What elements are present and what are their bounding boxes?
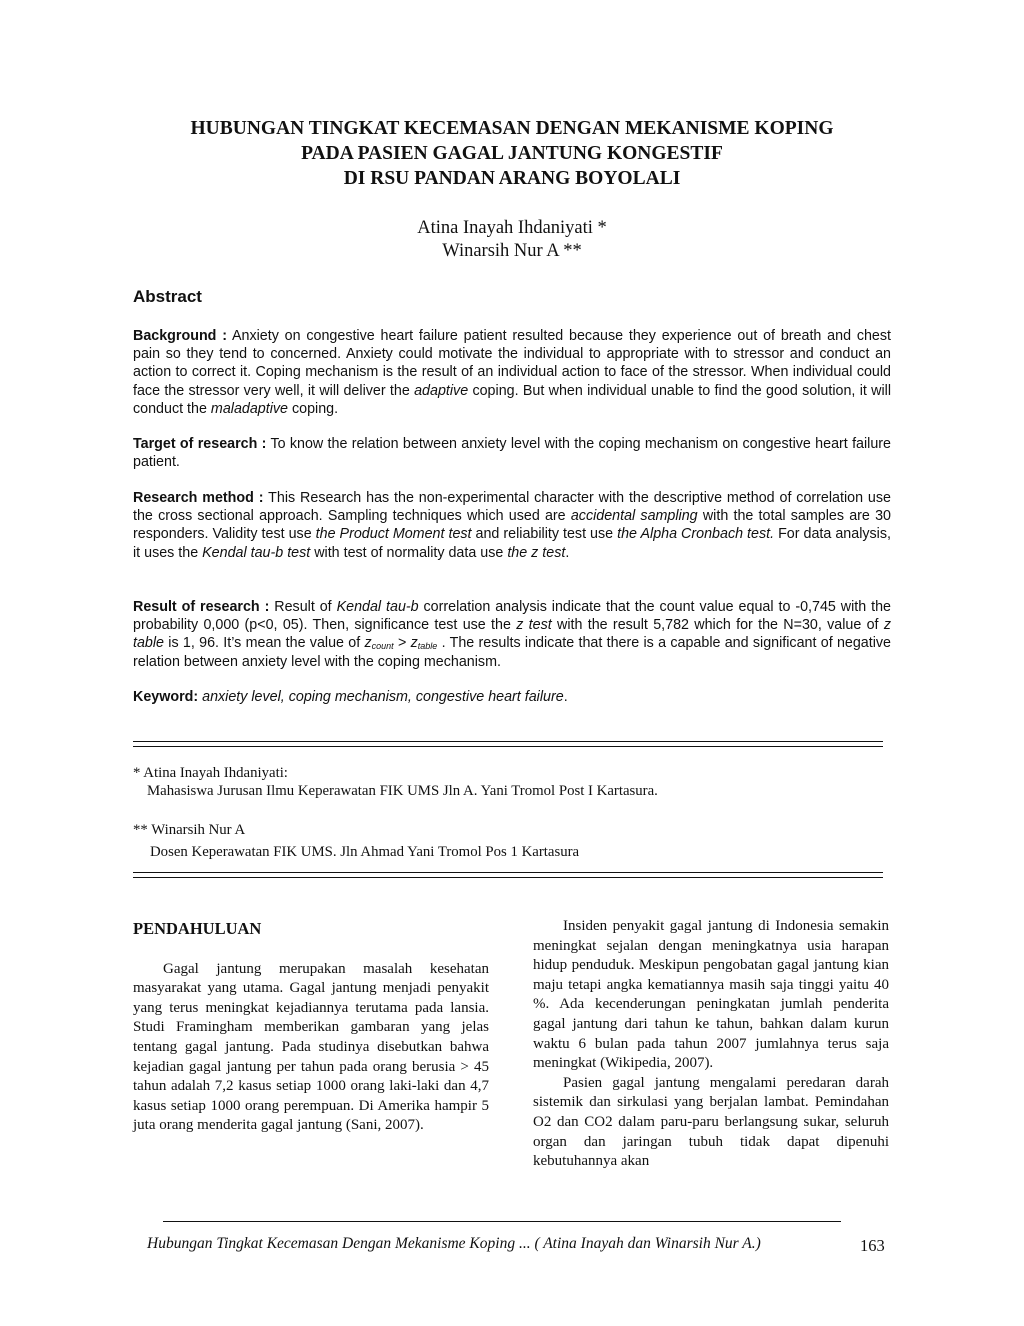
keyword-label: Keyword: xyxy=(133,689,199,705)
affiliation-2-name: ** Winarsih Nur A xyxy=(133,822,246,838)
background-label: Background : xyxy=(133,328,227,344)
divider-rule xyxy=(133,872,883,873)
abstract-heading: Abstract xyxy=(133,287,202,306)
left-column xyxy=(133,919,489,1136)
divider-rule xyxy=(133,746,883,747)
abstract-method: Research method : This Research has the non-experimental character with the descriptive method of correlation use the cross sectional approach. Sampling techniques which used are accidental sampling with the total samples are 30 responders. Validity test use the Product Moment test and reliability test use the Alpha Cronbach test. For data analysis, it uses the Kendal tau-b test with test of normality data use the z test. xyxy=(133,490,891,561)
paper-title xyxy=(133,116,891,191)
abstract-result: Result of research : Result of Kendal tau-b correlation analysis indicate that the count value equal to -0,745 with the probability 0,000 (p<0, 05). Then, significance test use the z test with the result 5,782 which for the N=30, value of z table is 1, 96. It’s mean the value of $z_{count} > z_{table}$ . The results indicate that there is a capable and significant of negative relation between anxiety level with the coping mechanism. xyxy=(133,599,892,670)
right-column xyxy=(533,917,889,1172)
author-1: Atina Inayah Ihdaniyati * xyxy=(417,218,607,238)
divider-rule xyxy=(133,877,883,878)
body-paragraph: Pasien gagal jantung mengalami peredaran darah sistemik dan sirkulasi yang berjalan lambat. Pemindahan O2 dan CO2 dalam paru-paru berlangsung sukar, seluruh organ dan jaringan tubuh tidak dapat dipenuhi kebutuhannya akan xyxy=(533,1074,889,1170)
title-line-3: DI RSU PANDAN ARANG BOYOLALI xyxy=(343,168,681,189)
abstract-target: Target of research : To know the relation between anxiety level with the coping mechanism on congestive heart failure patient. xyxy=(133,436,892,471)
method-label: Research method : xyxy=(133,490,264,506)
divider-rule xyxy=(133,741,883,742)
result-label: Result of research : xyxy=(133,599,270,615)
target-label: Target of research : xyxy=(133,436,267,452)
page-number: 163 xyxy=(860,1236,885,1255)
body-paragraph: Insiden penyakit gagal jantung di Indonesia semakin meningkat sejalan dengan meningkatnya usia harapan hidup penduduk. Meskipun pengobatan gagal jantung kian maju tetapi angka kematiannya masih saja tinggi yaitu 40 %. Ada kecenderungan peningkatan jumlah penderita gagal jantung dari tahun ke tahun, bahkan dalam kurun waktu 6 bulan pada tahun 2007 jumlahnya terus saja meningkat (Wikipedia, 2007). xyxy=(533,918,889,1072)
affiliation-1-name: * Atina Inayah Ihdaniyati: xyxy=(133,765,288,781)
title-line-1: HUBUNGAN TINGKAT KECEMASAN DENGAN MEKANISME KOPING xyxy=(190,118,834,139)
affiliation-2-detail: Dosen Keperawatan FIK UMS. Jln Ahmad Yani Tromol Pos 1 Kartasura xyxy=(150,844,580,860)
running-title: Hubungan Tingkat Kecemasan Dengan Mekanisme Koping ... ( Atina Inayah dan Winarsih Nur A.) xyxy=(147,1235,761,1252)
author-2: Winarsih Nur A ** xyxy=(442,241,582,261)
author-block xyxy=(133,217,891,263)
body-paragraph: Gagal jantung merupakan masalah kesehatan masyarakat yang utama. Gagal jantung menjadi penyakit yang terus meningkat kejadiannya terutama pada lansia. Studi Framingham memberikan gambaran yang jelas tentang gagal jantung. Pada studinya disebutkan bahwa kejadian gagal jantung per tahun pada orang berusia > 45 tahun adalah 7,2 kasus setiap 1000 orang laki-laki dan 4,7 kasus setiap 1000 orang perempuan. Di Amerika hampir 5 juta orang menderita gagal jantung (Sani, 2007). xyxy=(133,960,489,1134)
abstract-keyword: Keyword: anxiety level, coping mechanism, congestive heart failure. xyxy=(133,689,568,705)
title-line-2: PADA PASIEN GAGAL JANTUNG KONGESTIF xyxy=(301,143,723,164)
section-heading: PENDAHULUAN xyxy=(133,919,262,938)
abstract-background: Background : Anxiety on congestive heart failure patient resulted because they experience out of breath and chest pain so they tend to concerned. Anxiety could motivate the individual to appropriate with to stressor and conduct an action to correct it. Coping mechanism is the result of an individual action to face of the stressor. When individual could face the stressor very well, it will deliver the adaptive coping. But when individual unable to find the good solution, it will conduct the maladaptive coping. xyxy=(133,328,892,417)
footer-rule xyxy=(163,1221,841,1222)
affiliation-1-detail: Mahasiswa Jurusan Ilmu Keperawatan FIK UMS Jln A. Yani Tromol Post I Kartasura. xyxy=(147,783,658,799)
